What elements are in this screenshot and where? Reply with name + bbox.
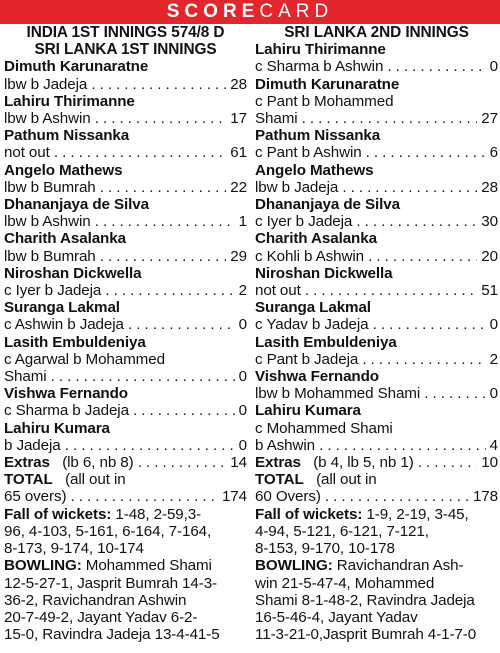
sri-lanka-1st-innings-heading: SRI LANKA 1ST INNINGS	[34, 41, 217, 59]
batter-line	[4, 368, 247, 385]
batter-line-value: 6	[489, 144, 498, 162]
batter-name: Lasith Embuldeniya	[4, 333, 146, 351]
fall-of-wickets-line	[4, 540, 247, 557]
batter-line-text: b Jadeja . . .	[4, 437, 235, 454]
bowling-text: 15-0, Ravindra Jadeja 13-4-41-5	[4, 626, 220, 644]
bowling-text: 16-5-46-4, Jayant Yadav	[255, 608, 418, 626]
batter-line-text: lbw b Mohammed Shami . . .	[255, 385, 486, 402]
bowling-text: 20-7-49-2, Jayant Yadav 6-2-	[4, 608, 198, 626]
batter-line-text: not out . . .	[255, 282, 477, 299]
batter-name: Pathum Nissanka	[4, 127, 130, 145]
extras-line-text	[4, 454, 226, 471]
batter-name: Charith Asalanka	[4, 230, 126, 248]
fall-of-wickets-line	[255, 540, 498, 557]
bowling-text: Mohammed Shami	[85, 557, 212, 575]
batter-line	[255, 351, 498, 368]
batter-name: Suranga Lakmal	[255, 299, 371, 317]
bowling-line	[4, 557, 247, 574]
batter-line-value: 22	[230, 178, 247, 196]
right-column	[247, 24, 498, 643]
batter-line-text: Shami . . .	[4, 368, 235, 385]
bowling-text: Ravichandran Ash-	[336, 557, 464, 575]
batter-line-value: 20	[481, 247, 498, 265]
batter-line	[255, 437, 498, 454]
bowling-line	[255, 626, 498, 643]
scorecard-columns	[0, 24, 500, 643]
batter-line-text: b Ashwin . . .	[255, 437, 486, 454]
bowling-line	[4, 626, 247, 643]
batter-name: Vishwa Fernando	[255, 368, 379, 386]
fall-of-wickets-text: 8-173, 9-174, 10-174	[4, 540, 144, 558]
extras-line-value: 14	[230, 454, 247, 472]
batter-line	[255, 58, 498, 75]
batter-line-text: lbw b Jadeja . . .	[255, 179, 477, 196]
batter-line-value: 0	[489, 316, 498, 334]
batter-line-text: c Iyer b Jadeja . . .	[4, 282, 235, 299]
extras-line-text	[255, 454, 477, 471]
batter-line	[4, 144, 247, 161]
batter-line-value: 0	[238, 402, 247, 420]
india-innings-heading: INDIA 1ST INNINGS 574/8 D	[26, 24, 225, 41]
fall-of-wickets-line	[4, 506, 247, 523]
bowling-text: win 21-5-47-4, Mohammed	[255, 574, 435, 592]
batter-line-text: c Kohli b Ashwin . . .	[255, 248, 477, 265]
batter-line	[255, 110, 498, 127]
batter-name: Dimuth Karunaratne	[255, 75, 400, 93]
fall-of-wickets-label: Fall of wickets:	[4, 505, 112, 523]
total-label-line	[255, 471, 498, 488]
batter-line-value: 0	[489, 58, 498, 76]
batter-line-text: c Pant b Jadeja . . .	[255, 351, 486, 368]
bowling-line	[255, 592, 498, 609]
total-label-line	[4, 471, 247, 488]
total-line	[4, 488, 247, 505]
batter-name: Angelo Mathews	[255, 161, 374, 179]
batter-name: Suranga Lakmal	[4, 299, 120, 317]
batter-line-text: lbw b Bumrah . . .	[4, 179, 226, 196]
extras-line-detail: (b 4, lb 5, nb 1)	[313, 454, 414, 472]
bowling-line	[255, 609, 498, 626]
total-line	[255, 488, 498, 505]
fall-of-wickets-line	[4, 523, 247, 540]
batter-line-text: c Iyer b Jadeja . . .	[255, 213, 477, 230]
batter-line	[4, 437, 247, 454]
batter-line-value: 30	[481, 213, 498, 231]
batter-name: Niroshan Dickwella	[4, 264, 142, 282]
batter-line-text: Shami . . .	[255, 110, 477, 127]
batter-line	[4, 110, 247, 127]
batter-name: Dhananjaya de Silva	[255, 196, 400, 214]
batter-line-text: not out . . .	[4, 144, 226, 161]
batter-name: Lahiru Kumara	[4, 419, 110, 437]
batter-line	[255, 248, 498, 265]
extras-line	[4, 454, 247, 471]
batter-line-text: c Ashwin b Jadeja . . .	[4, 316, 235, 333]
fall-of-wickets-text: 1-48, 2-59,3-	[115, 505, 202, 523]
total-detail: (all out in	[65, 471, 126, 489]
bowling-text: Shami 8-1-48-2, Ravindra Jadeja	[255, 591, 475, 609]
batter-dismissal: c Agarwal b Mohammed	[4, 350, 165, 368]
total-label: TOTAL	[4, 471, 53, 489]
bowling-line	[4, 575, 247, 592]
batter-line-text: c Sharma b Ashwin . . .	[255, 58, 486, 75]
extras-line-detail: (lb 6, nb 8)	[62, 454, 134, 472]
batter-line-text: c Pant b Ashwin . . .	[255, 144, 486, 161]
bowling-line	[255, 575, 498, 592]
batter-name: Vishwa Fernando	[4, 385, 128, 403]
batter-line	[4, 282, 247, 299]
batter-dismissal: c Pant b Mohammed	[255, 92, 394, 110]
extras-line-value: 10	[481, 454, 498, 472]
bowling-line	[4, 592, 247, 609]
bowling-label: BOWLING:	[255, 557, 333, 575]
banner-rest: CARD	[259, 1, 334, 22]
banner-bold: SCORE	[166, 1, 260, 22]
batter-line-text: lbw b Jadeja . . .	[4, 76, 226, 93]
batter-name: Angelo Mathews	[4, 161, 123, 179]
total-line-value: 174	[221, 488, 247, 506]
batter-line-value: 0	[489, 385, 498, 403]
scorecard-banner	[0, 0, 500, 24]
batter-line-value: 0	[238, 316, 247, 334]
fall-of-wickets-line	[255, 523, 498, 540]
fall-of-wickets-text: 1-9, 2-19, 3-45,	[366, 505, 469, 523]
batter-line-text: lbw b Bumrah . . .	[4, 248, 226, 265]
total-detail: (all out in	[316, 471, 377, 489]
batter-line-value: 51	[481, 282, 498, 300]
batter-line-text: c Yadav b Jadeja . . .	[255, 316, 486, 333]
total-line-text: 60 Overs) . . .	[255, 488, 469, 505]
bowling-text: 12-5-27-1, Jasprit Bumrah 14-3-	[4, 574, 217, 592]
batter-line-value: 28	[230, 75, 247, 93]
fall-of-wickets-text: 8-153, 9-170, 10-178	[255, 540, 395, 558]
batter-line-value: 2	[489, 350, 498, 368]
batter-line-text: lbw b Ashwin . . .	[4, 110, 226, 127]
bowling-text: 11-3-21-0,Jasprit Bumrah 4-1-7-0	[255, 626, 477, 644]
batter-line	[255, 144, 498, 161]
bowling-label: BOWLING:	[4, 557, 82, 575]
batter-line-value: 0	[238, 436, 247, 454]
extras-line-label: Extras	[255, 454, 301, 472]
batter-name: Niroshan Dickwella	[255, 264, 393, 282]
bowling-line	[255, 557, 498, 574]
batter-line	[4, 316, 247, 333]
total-label: TOTAL	[255, 471, 304, 489]
batter-line-text: lbw b Ashwin . . .	[4, 213, 235, 230]
fall-of-wickets-line	[255, 506, 498, 523]
batter-line-value: 17	[230, 110, 247, 128]
batter-dismissal: c Mohammed Shami	[255, 419, 393, 437]
batter-name: Dimuth Karunaratne	[4, 58, 149, 76]
batter-line-value: 0	[238, 368, 247, 386]
fall-of-wickets-text: 4-94, 5-121, 6-121, 7-121,	[255, 522, 429, 540]
batter-line-value: 1	[238, 213, 247, 231]
extras-line	[255, 454, 498, 471]
batter-line-value: 28	[481, 178, 498, 196]
extras-line-label: Extras	[4, 454, 50, 472]
batter-line-value: 61	[230, 144, 247, 162]
batter-line	[4, 179, 247, 196]
fall-of-wickets-label: Fall of wickets:	[255, 505, 363, 523]
fall-of-wickets-text: 96, 4-103, 5-161, 6-164, 7-164,	[4, 522, 212, 540]
sri-lanka-2nd-innings-heading: SRI LANKA 2ND INNINGS	[284, 24, 469, 41]
batter-name: Dhananjaya de Silva	[4, 196, 149, 214]
batter-name: Lahiru Thirimanne	[255, 41, 386, 59]
batter-line	[4, 402, 247, 419]
left-column	[4, 24, 247, 643]
batter-line-value: 27	[481, 110, 498, 128]
batter-line	[255, 316, 498, 333]
batter-line	[4, 248, 247, 265]
batter-line	[255, 385, 498, 402]
batter-line-value: 2	[238, 282, 247, 300]
total-line-text: 65 overs) . . .	[4, 488, 218, 505]
batter-line	[4, 76, 247, 93]
batter-line-value: 4	[489, 436, 498, 454]
batter-line	[255, 179, 498, 196]
batter-name: Lahiru Kumara	[255, 402, 361, 420]
total-line-value: 178	[472, 488, 498, 506]
batter-name: Lasith Embuldeniya	[255, 333, 397, 351]
batter-line-text: c Sharma b Jadeja . . .	[4, 402, 235, 419]
batter-name: Lahiru Thirimanne	[4, 92, 135, 110]
bowling-text: 36-2, Ravichandran Ashwin	[4, 591, 187, 609]
bowling-line	[4, 609, 247, 626]
batter-line	[255, 282, 498, 299]
batter-line	[4, 213, 247, 230]
batter-name: Pathum Nissanka	[255, 127, 381, 145]
batter-line	[255, 213, 498, 230]
batter-line-value: 29	[230, 247, 247, 265]
batter-name: Charith Asalanka	[255, 230, 377, 248]
